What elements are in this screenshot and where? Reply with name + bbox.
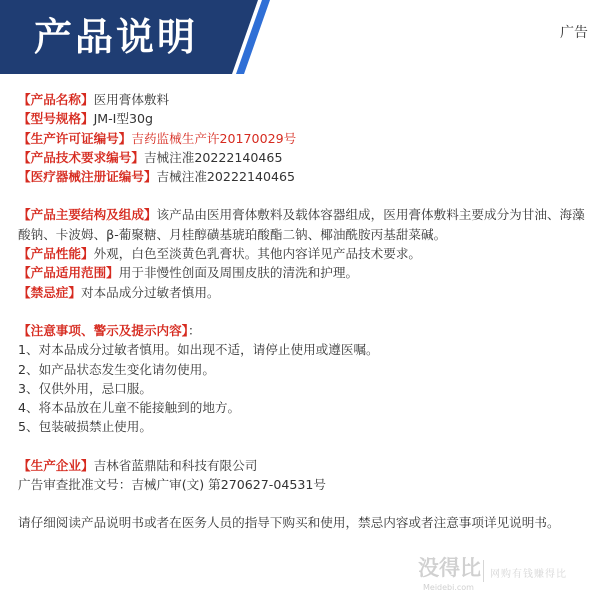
info-value: 吉械注准20222140465 bbox=[143, 149, 283, 165]
precaution-item: 5、包装破损禁止使用。 bbox=[18, 419, 152, 435]
detail-value: 用于非慢性创面及周围皮肤的清洗和护理。 bbox=[118, 265, 359, 281]
detail-key: 【禁忌症】 bbox=[18, 284, 81, 300]
spacer bbox=[18, 186, 590, 205]
precautions-key: 【注意事项、警示及提示内容】 bbox=[18, 322, 189, 338]
ad-approval-number: 广告审查批准文号：吉械广审(文) 第270627-04531号 bbox=[18, 477, 327, 493]
ad-label: 广告 bbox=[560, 25, 588, 41]
precaution-item: 2、如产品状态发生变化请勿使用。 bbox=[18, 361, 215, 377]
info-key: 【生产许可证编号】 bbox=[18, 130, 132, 146]
info-value: 吉药监械生产许20170029号 bbox=[131, 130, 297, 146]
detail-scope bbox=[18, 263, 590, 282]
watermark-brand: 没得比 bbox=[418, 556, 481, 580]
watermark-slogan: 网购有钱赚得比 bbox=[490, 569, 567, 580]
detail-key: 【产品适用范围】 bbox=[18, 265, 119, 281]
info-value: 吉械注准20222140465 bbox=[156, 169, 296, 185]
detail-contraindication bbox=[18, 283, 590, 302]
detail-key: 【产品性能】 bbox=[18, 246, 94, 262]
precaution-item: 4、将本品放在儿童不能接触到的地方。 bbox=[18, 400, 241, 416]
info-key: 【型号规格】 bbox=[18, 111, 94, 127]
detail-value: 外观，白色至淡黄色乳膏状。其他内容详见产品技术要求。 bbox=[93, 246, 421, 262]
watermark-domain: Meidebi.com bbox=[423, 583, 474, 592]
company-name: 吉林省蓝鼎陆和科技有限公司 bbox=[93, 457, 258, 473]
detail-composition bbox=[18, 205, 590, 244]
info-row-registration bbox=[18, 167, 590, 186]
spacer bbox=[18, 437, 590, 456]
info-key: 【医疗器械注册证编号】 bbox=[18, 169, 157, 185]
watermark-divider bbox=[483, 560, 484, 582]
info-key: 【产品技术要求编号】 bbox=[18, 149, 144, 165]
precaution-item: 1、对本品成分过敏者慎用。如出现不适，请停止使用或遵医嘱。 bbox=[18, 342, 379, 358]
company-row bbox=[18, 456, 590, 475]
spacer bbox=[18, 302, 590, 321]
company-key: 【生产企业】 bbox=[18, 457, 94, 473]
info-row-license bbox=[18, 129, 590, 148]
info-row-model bbox=[18, 109, 590, 128]
info-key: 【产品名称】 bbox=[18, 92, 94, 107]
precautions-heading bbox=[18, 321, 590, 340]
info-value: JM-I型30g bbox=[93, 111, 154, 127]
product-description bbox=[18, 90, 590, 533]
detail-performance bbox=[18, 244, 590, 263]
header-banner bbox=[0, 0, 270, 74]
info-row-tech-req bbox=[18, 148, 590, 167]
detail-value: 该产品由医用膏体敷料及载体容器组成，医用膏体敷料主要成分为甘油、海藻酸钠、卡波姆、β-葡聚糖、月桂醇磺基琥珀酸酯二钠、椰油酰胺丙基甜菜碱。 bbox=[18, 207, 585, 242]
info-value: 医用膏体敷料 bbox=[93, 92, 170, 107]
precaution-item: 3、仅供外用，忌口服。 bbox=[18, 380, 152, 396]
detail-value: 对本品成分过敏者慎用。 bbox=[80, 284, 220, 300]
spacer bbox=[18, 494, 590, 513]
detail-key: 【产品主要结构及组成】 bbox=[18, 207, 157, 223]
purchase-notice: 请仔细阅读产品说明书或者在医务人员的指导下购买和使用，禁忌内容或者注意事项详见说明书。 bbox=[18, 515, 560, 531]
page-title: 产品说明 bbox=[34, 15, 199, 59]
info-row-name bbox=[18, 90, 590, 109]
precautions-suffix: ： bbox=[188, 322, 201, 338]
